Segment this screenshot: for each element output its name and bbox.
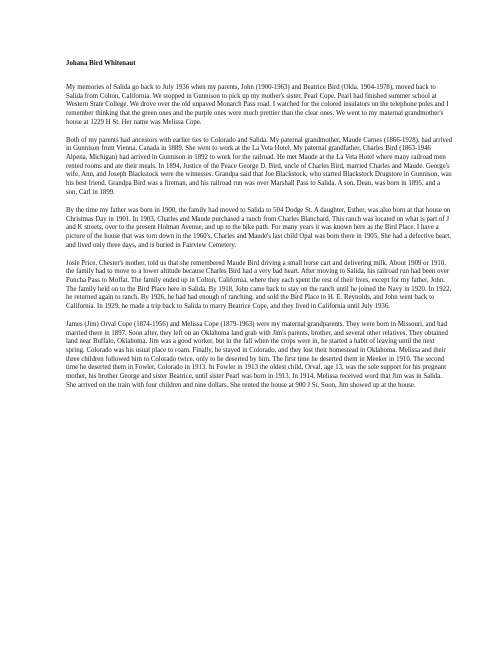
- paragraph-4: Josie Price, Chester's mother, told us that she remembered Maude Bird driving a small horse cart and delivering milk. About 1909 or 1910, the family had to move to a lower altitude because Charles Bird had a very bad heart. After moving to Salida, his railroad run had been over Poncha Pass to Moffat. The family ended up in Colton, California, where they each spent the rest of their lives, except for my father, John. The family held on to the Bird Place here in Salida. By 1918, John came back to stay on the ranch until he joined the Navy in 1920. In 1922, he returned again to ranch. By 1926, he had had enough of ranching, and sold the Bird Place to H. E. Reynolds, and John went back to California. In 1929, he made a trip back to Salida to marry Beatrice Cope, and they lived in California until July 1936.: [66, 259, 452, 310]
- paragraph-5: James (Jim) Orval Cope (1874-1956) and Melissa Cope (1879-1963) were my maternal grandparents. They were born in Missouri, and had married there in 1897. Soon after, they left on an Oklahoma land grab with Jim's parents, brother, and several other relatives. They obtained land near Buffalo, Oklahoma. Jim was a good worker, but in the fall when the crops were in, he started a habit of leaving until the next spring. Colorado was his usual place to roam. Finally, he stayed in Colorado, and they lost their homestead in Oklahoma. Melissa and their three children followed him to Colorado twice, only to be deserted by him. The first time he deserted them in Meeker in 1910. The second time he deserted them in Fowler, Colorado in 1913. In Fowler in 1913 the oldest child, Orval, age 13, was the sole support for his pregnant mother, his brother George and sister Beatrice, until sister Pearl was born in 1913. In 1914, Melissa received word that Jim was in Salida. She arrived on the train with four children and nine dollars. She rented the house at 900 J St. Soon, Jim showed up at the house.: [66, 321, 448, 389]
- document-title: Johana Bird Whitenaut: [66, 60, 136, 67]
- paragraph-3: By the time my father was born in 1900, the family had moved to Salida to 504 Dodge St. A daughter, Esther, was also born at that house on Christmas Day in 1901. In 1903, Charles and Maude purchased a ranch from Charles Blanchard. This ranch was located on what is part of J and K streets, over to the present Holman Avenue, and up to the bike path. For many years it was known here as the Bird Place. I have a picture of the house that was torn down in the 1960's. Charles and Maude's last child Opal was born there in 1905. She had a defective heart, and lived only three days, and is buried in Fairview Cemetery.: [66, 206, 452, 249]
- paragraph-2: Both of my parents had ancestors with earlier ties to Colorado and Salida. My paternal grandmother, Maude Carnes (1866-1928), had arrived in Gunnison from Vienna, Canada in 1889. She went to work at the La Veta Hotel. My paternal grandfather, Charles Bird (1863-1946 Alpena, Michigan) had arrived in Gunnison in 1892 to work for the railroad. He met Maude at the La Veta Hotel where many railroad men rented rooms and ate their meals. In 1894, Justice of the Peace George D. Bird, uncle of Charles Bird, married Charles and Maude. George's wife, Ann, and Joseph Blackstock were the witnesses. Grandpa said that Joe Blackstock, who started Blackstock Drugstore in Gunnison, was his best friend. Grandpa Bird was a fireman, and his railroad run was over Marshall Pass to Salida. A son, Dean, was born in 1895, and a son, Carl in 1899.: [66, 136, 453, 196]
- paragraph-1: My memories of Salida go back to July 1936 when my parents, John (1900-1963) and Beatrice Bird (Okla. 1904-1978), moved back to Salida from Colton, California. We stopped in Gunnison to pick up my mother's sister, Pearl Cope. Pearl had finished summer school at Western State College. We drove over the old unpaved Monarch Pass road. I watched for the colored insulators on the telephone poles and I remember thinking that the green ones and the purple ones were much prettier than the clear ones. We went to my maternal grandmother's house at 1229 H St. Her name was Melissa Cope.: [66, 84, 449, 126]
